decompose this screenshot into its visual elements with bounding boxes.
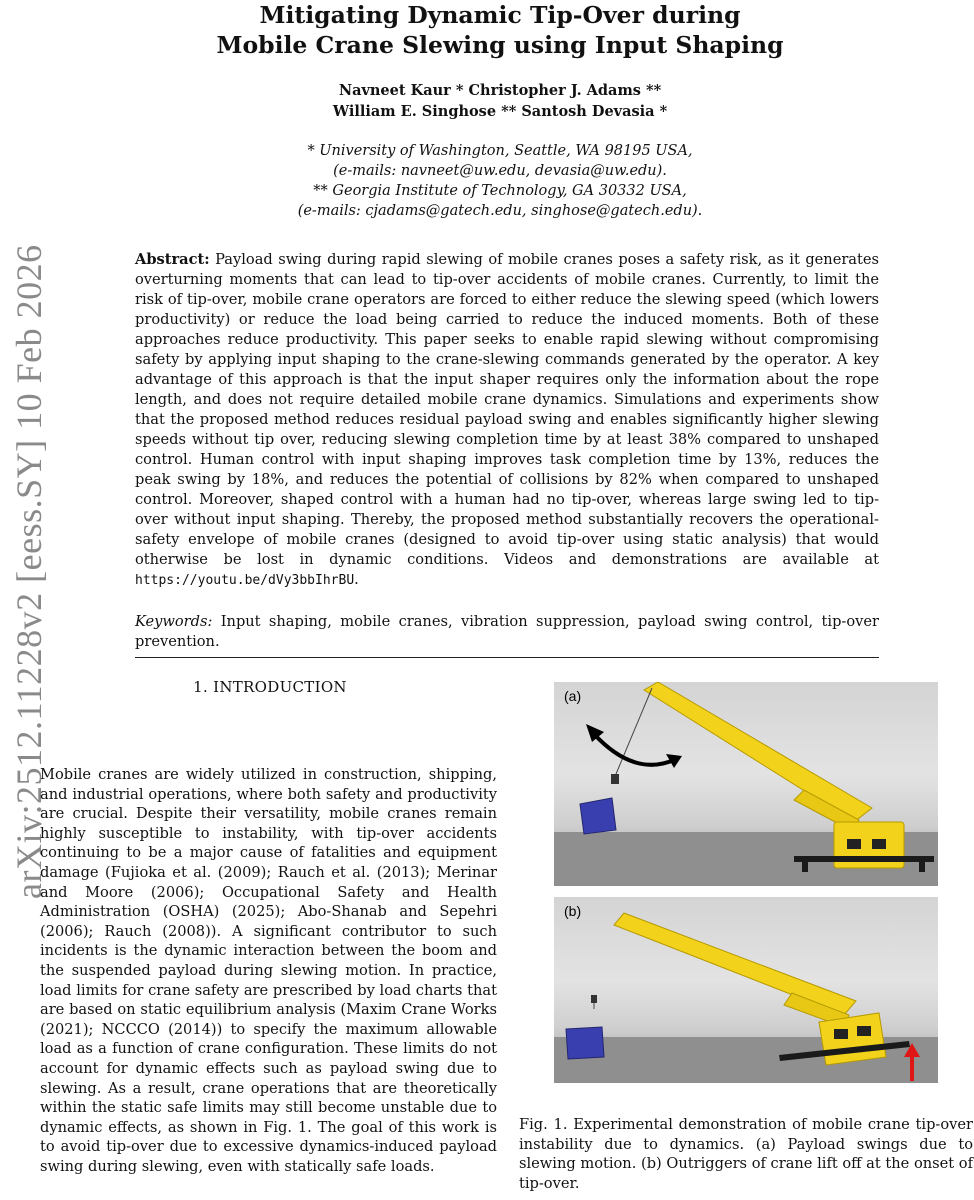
crane-boom [614,913,856,1015]
arxiv-side-stamp: arXiv:2512.11228v2 [eess.SY] 10 Feb 2026 [9,244,49,899]
caption-label: Fig. 1. [519,1116,568,1133]
keywords-label: Keywords: [135,613,213,630]
crane-cab-tilted [819,1013,886,1065]
authors-line-1: Navneet Kaur * Christopher J. Adams ** [338,82,662,99]
hook-block [591,995,597,1003]
abstract-end: . [354,571,359,588]
outrigger-foot [802,860,808,872]
section-heading: 1. INTRODUCTION [193,678,347,696]
title-line-1: Mitigating Dynamic Tip-Over during [259,1,741,29]
introduction-paragraph: Mobile cranes are widely utilized in construction, shipping, and industrial operations, where both safety and productivity are crucial. Despite their versatility, mobile cranes remain highly susceptible to instability, with tip-over accidents continuing to be a major cause of fatalities and equipment damage (Fujioka et al. (2009); Rauch et al. (2013); Merinar and Moore (2006); Occupational Safety and Health Administration (OSHA) (2025); Abo-Shanab and Sepehri (2006); Rauch (2008)). A significant contributor to such incidents is the dynamic interaction between the boom and the suspended payload during slewing motion. In practice, load limits for crane safety are prescribed by load charts that are based on static equilibrium analysis (Maxim Crane Works (2021); NCCCO (2014)) to specify the maximum allowable load as a function of crane configuration. These limits do not account for dynamic effects such as payload swing due to slewing. As a result, crane operations that are theoretically within the static safe limits may still become unstable due to dynamic effects, as shown in Fig. 1. The goal of this work is to avoid tip-over due to excessive dynamics-induced payload swing during slewing, even with statically safe loads. [40,766,497,1175]
figure-panel-b [554,897,938,1083]
video-link[interactable]: https://youtu.be/dVy3bbIhrBU [135,573,355,588]
crane-photo-a [554,682,938,886]
affiliation-line-1: * University of Washington, Seattle, WA 98195 USA, [307,143,693,159]
affiliation-line-2: (e-mails: navneet@uw.edu, devasia@uw.edu). [333,163,667,179]
author-list [160,80,840,122]
keywords-text: Input shaping, mobile cranes, vibration suppression, payload swing control, tip-over prevention. [135,613,880,650]
panel-a-label: (a) [564,688,582,704]
payload [580,798,616,834]
affiliation-line-4: (e-mails: cjadams@gatech.edu, singhose@gatech.edu). [297,203,703,219]
caption-text: Experimental demonstration of mobile crane tip-over instability due to dynamics. (a) Payload swings due to slewing motion. (b) Outriggers of crane lift off at the onset of tip-over. [519,1116,973,1192]
title-line-2: Mobile Crane Slewing using Input Shaping [216,31,784,59]
swing-arc [594,734,674,765]
outrigger-foot [919,860,925,872]
affiliations [160,141,840,221]
abstract [135,250,879,591]
paper-title [130,0,870,60]
affiliation-line-3: ** Georgia Institute of Technology, GA 30332 USA, [313,183,687,199]
figure-caption [519,1115,973,1193]
cab-window [857,1026,871,1036]
hook-block [611,774,619,784]
section-divider [135,657,879,658]
outrigger [794,856,934,862]
keywords [135,612,879,652]
authors-line-2: William E. Singhose ** Santosh Devasia * [332,103,668,120]
crane-photo-b [554,897,938,1083]
cab-window [834,1029,848,1039]
figure-panel-a [554,682,938,886]
payload [566,1027,604,1059]
abstract-text: Payload swing during rapid slewing of mobile cranes poses a safety risk, as it generates overturning moments that can lead to tip-over accidents of mobile cranes. Currently, to limit the risk of tip-over, mobile crane operators are forced to either reduce the slewing speed (which lowers productivity) or reduce the load being carried to reduce the induced moments. Both of these approaches reduce productivity. This paper seeks to enable rapid slewing without compromising safety by applying input shaping to the crane-slewing commands generated by the operator. A key advantage of this approach is that the input shaper requires only the information about the rope length, and does not require detailed mobile crane dynamics. Simulations and experiments show that the proposed method reduces residual payload swing and enables significantly higher slewing speeds without tip over, reducing slewing completion time by at least 38% compared to unshaped control. Human control with input shaping improves task completion time by 13%, reduces the peak swing by 18%, and reduces the potential of collisions by 82% when compared to unshaped control. Moreover, shaped control with a human had no tip-over, whereas large swing led to tip-over without input shaping. Thereby, the proposed method substantially recovers the operational-safety envelope of mobile cranes (designed to avoid tip-over using static analysis) that would otherwise be lost in dynamic conditions. Videos and demonstrations are available at [135,251,879,568]
cab-window [847,839,861,849]
panel-b-label: (b) [564,903,582,919]
abstract-label: Abstract: [135,251,210,268]
crane-boom [644,682,872,822]
cab-window [872,839,886,849]
